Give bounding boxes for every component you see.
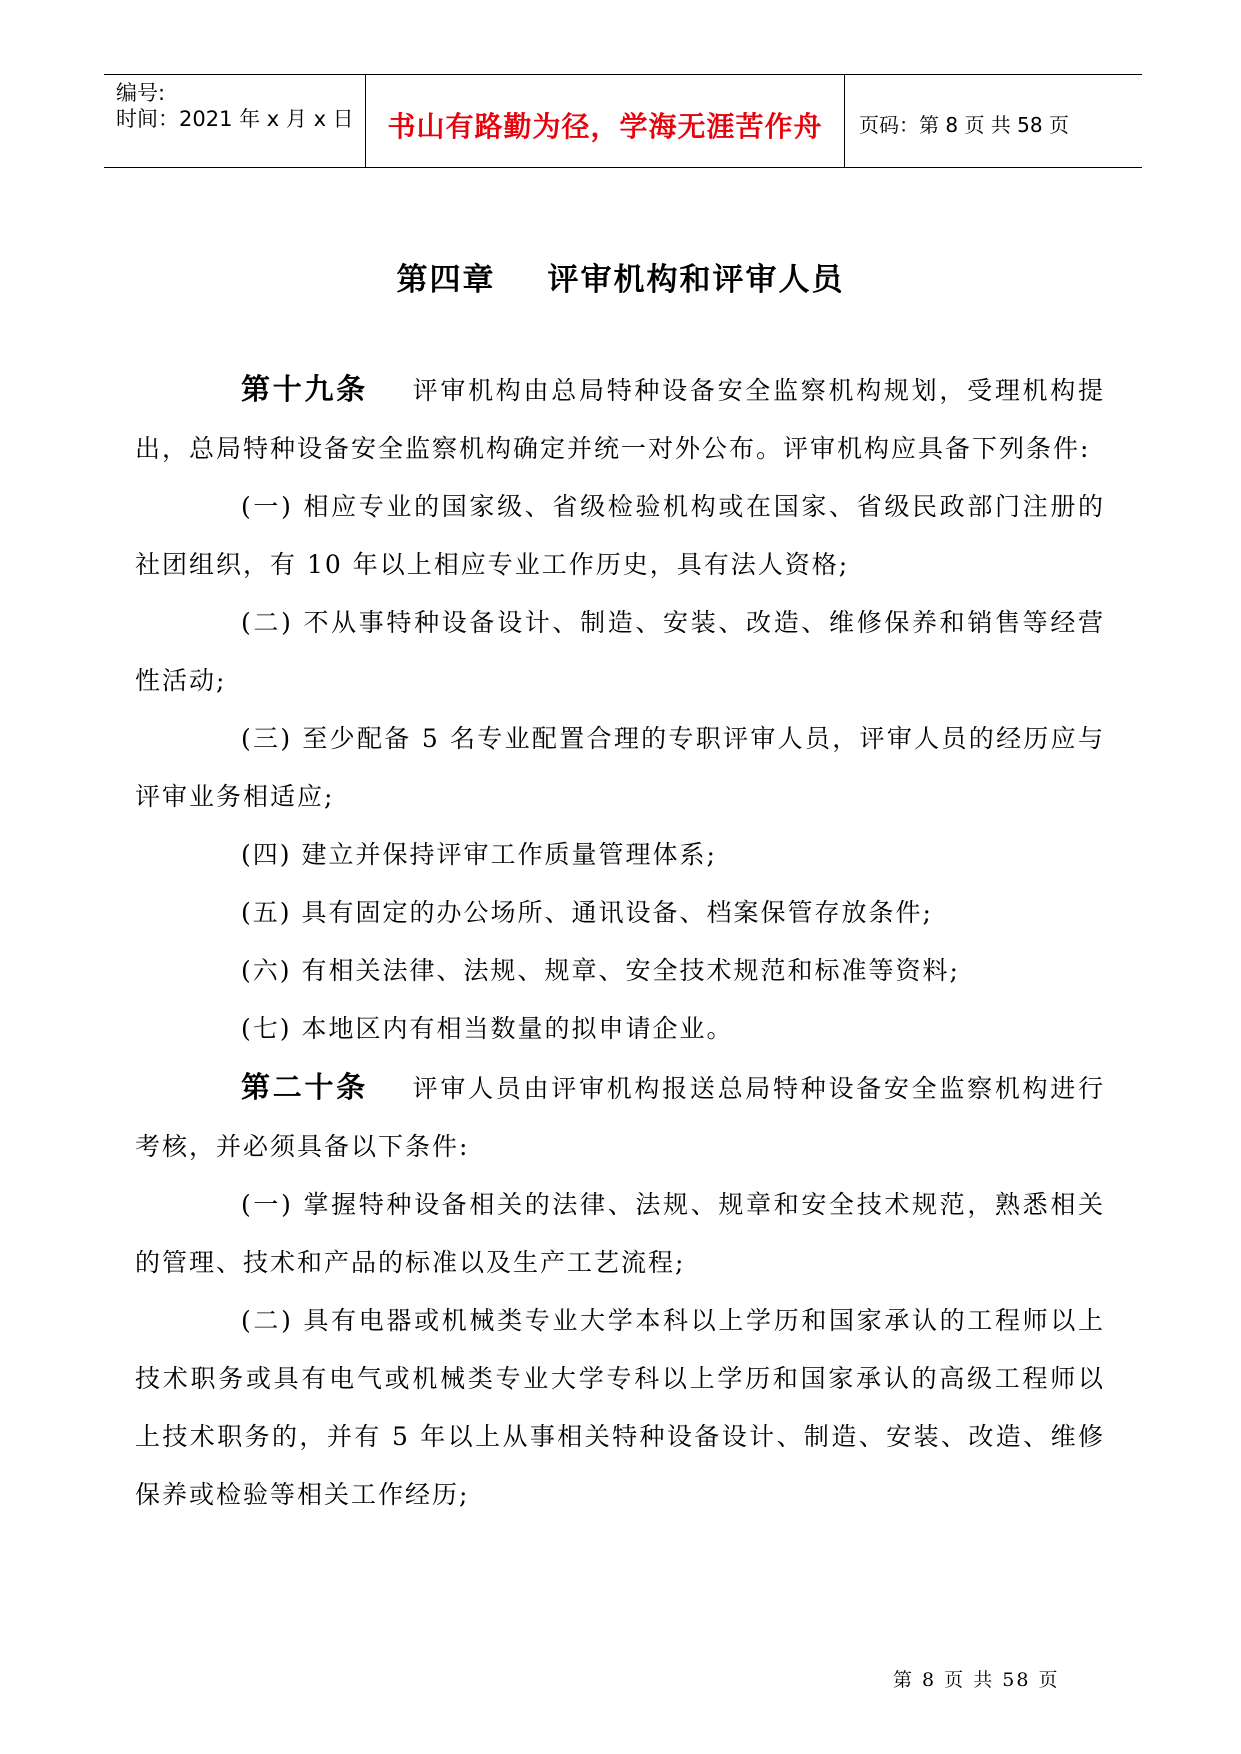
article-19-item-6: (六) 有相关法律、法规、规章、安全技术规范和标准等资料; xyxy=(241,956,960,985)
chapter-title xyxy=(0,254,1241,299)
article-19-heading: 第十九条 xyxy=(241,372,368,406)
page-footer: 第 8 页 共 58 页 xyxy=(893,1669,1060,1691)
article-19 xyxy=(135,360,1105,478)
header-left-cell xyxy=(104,75,366,167)
article-19-item-2: (二) 不从事特种设备设计、制造、安装、改造、维修保养和销售等经营性活动; xyxy=(135,608,1105,695)
document-time: 时间：2021 年 x 月 x 日 xyxy=(116,107,354,131)
document-number-label: 编号: xyxy=(116,81,166,105)
header-motto: 书山有路勤为径，学海无涯苦作舟 xyxy=(387,110,823,143)
chapter-number: 第四章 xyxy=(396,262,496,298)
article-19-item-5: (五) 具有固定的办公场所、通讯设备、档案保管存放条件; xyxy=(241,898,933,927)
article-20-text: 评审人员由评审机构报送总局特种设备安全监察机构进行考核，并必须具备以下条件: xyxy=(135,1074,1105,1161)
article-20 xyxy=(135,1058,1105,1176)
page-header xyxy=(104,74,1142,168)
document-body xyxy=(135,360,1105,1524)
header-page-number: 页码：第 8 页 共 58 页 xyxy=(859,113,1069,137)
article-19-item-1: (一) 相应专业的国家级、省级检验机构或在国家、省级民政部门注册的社团组织，有 10 年以上相应专业工作历史，具有法人资格; xyxy=(135,492,1105,579)
article-20-item-1: (一) 掌握特种设备相关的法律、法规、规章和安全技术规范，熟悉相关的管理、技术和产品的标准以及生产工艺流程; xyxy=(135,1190,1105,1277)
article-19-text: 评审机构由总局特种设备安全监察机构规划，受理机构提出，总局特种设备安全监察机构确定并统一对外公布。评审机构应具备下列条件: xyxy=(135,376,1105,463)
chapter-name: 评审机构和评审人员 xyxy=(547,262,845,298)
header-middle-cell xyxy=(366,75,845,167)
header-right-cell xyxy=(845,75,1142,167)
article-20-item-2: (二) 具有电器或机械类专业大学本科以上学历和国家承认的工程师以上技术职务或具有电气或机械类专业大学专科以上学历和国家承认的高级工程师以上技术职务的，并有 5 年以上从事相关特种设备设计、制造、安装、改造、维修保养或检验等相关工作经历; xyxy=(135,1306,1105,1509)
article-19-item-3: (三) 至少配备 5 名专业配置合理的专职评审人员，评审人员的经历应与评审业务相适应; xyxy=(135,724,1105,811)
article-19-item-4: (四) 建立并保持评审工作质量管理体系; xyxy=(241,840,717,869)
article-19-item-7: (七) 本地区内有相当数量的拟申请企业。 xyxy=(241,1014,734,1043)
article-20-heading: 第二十条 xyxy=(241,1070,368,1104)
